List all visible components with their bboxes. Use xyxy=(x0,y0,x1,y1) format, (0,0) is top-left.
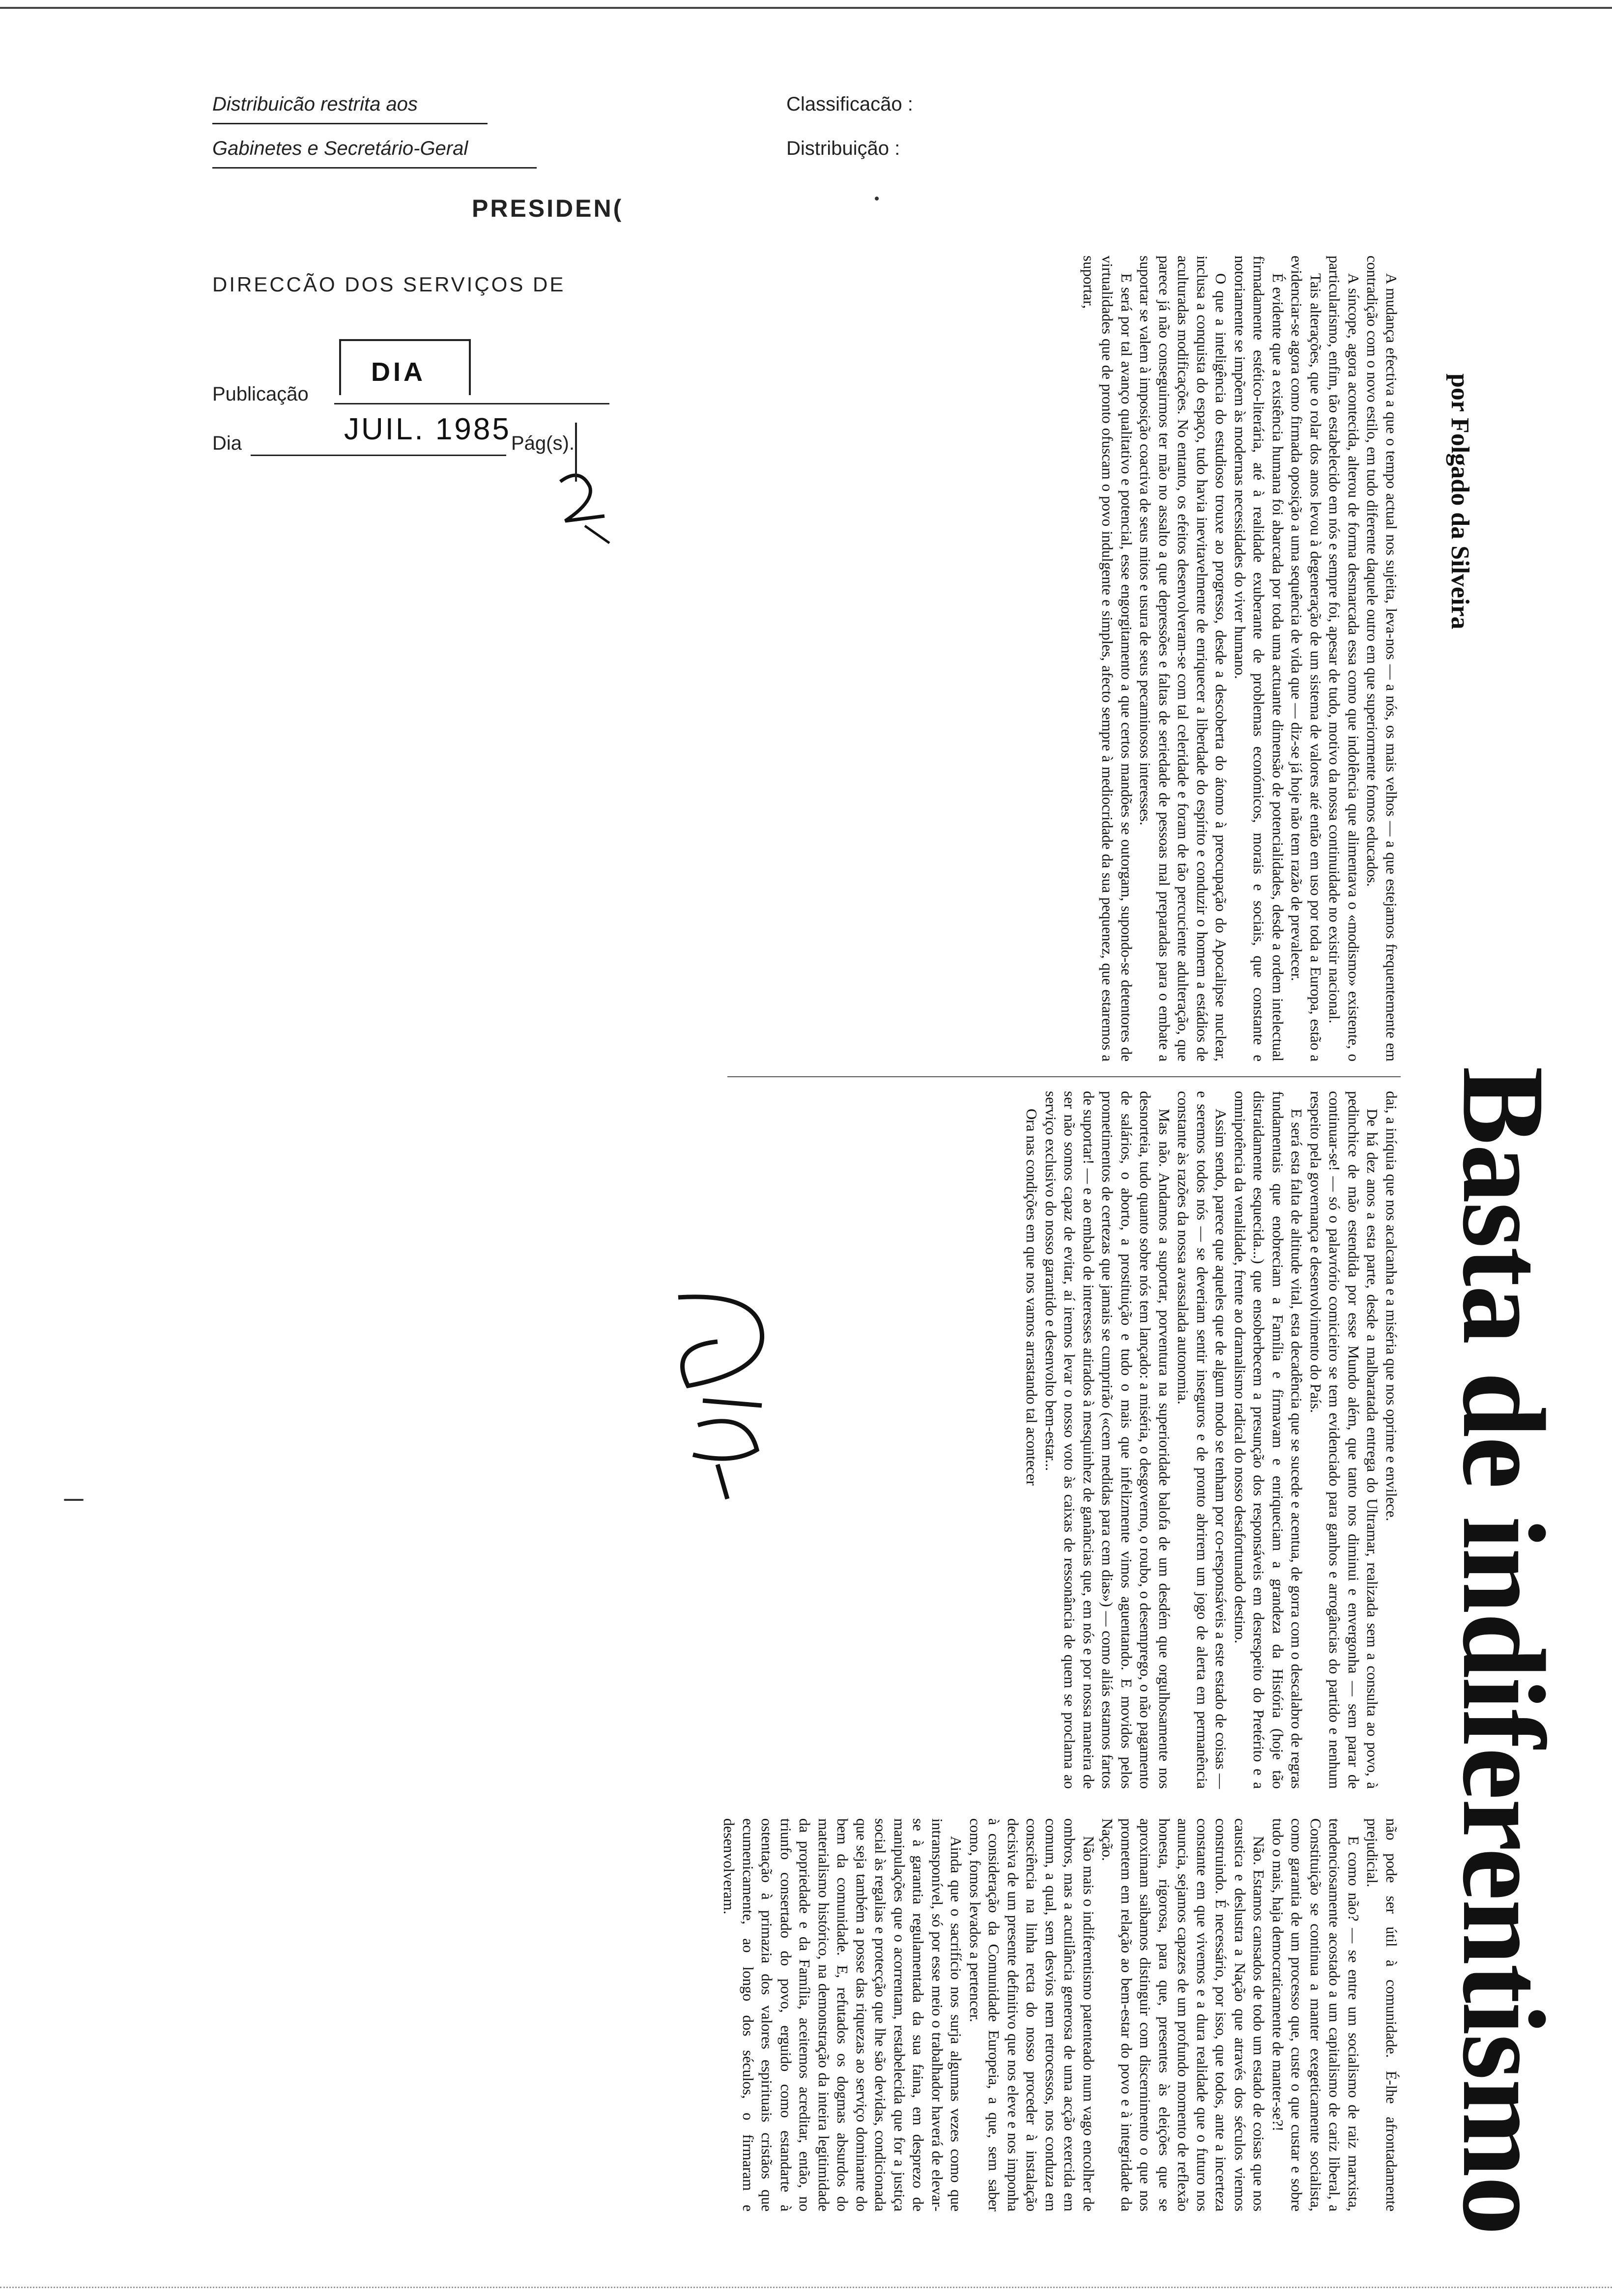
column-divider xyxy=(727,1076,1401,1077)
paragraph: É evidente que a existência humana foi abarcada por toda uma actuante dimensão de potencialidades, desde a ordem intelectual firmadamente estético-literária, até à realidade exuberante de problemas económicos, morais e sociais, que constante e notoriamente se impõem às modernas necessidades do viver humano. xyxy=(1232,256,1287,1062)
distribution-line-1: Distribuicão restrita aos xyxy=(212,93,418,115)
paragraph: Tais alterações, que o rolar dos anos levou à degeneração de um sistema de valores até então em uso por toda a Europa, estão a evidenciar-se agora como firmada oposição a uma sequência de vida que — diz-se já hoje não tem razão de prevalecer. xyxy=(1288,256,1324,1062)
article-column-2 xyxy=(727,1091,1401,1789)
paragraph: Ainda que o sacrifício nos surja algumas vezes como que intransponível, só por esse meio o trabalhador haverá de elevar-se à garantia regulamentada da sua faina, em desprezo de manipulações que o acorrentam, restabelecida que for a justiça social às regalias e protecção que lhe são devidas, condicionada que seja também a posse das riquezas ao serviço dominante do bem da comunidade. E, refutados os dogmas absurdos do materialismo histórico, na demonstração da inteira legitimidade da propriedade e da Família, aceitemos acreditar, então, no triunfo consertado do povo, erguido como estandarte à ostentação à primazia dos valores espirituais cristãos que ecumenicamente, ao longo dos séculos, o firmaram e desenvolveram. xyxy=(720,1818,965,2211)
day-underline xyxy=(251,455,506,456)
publication-label: Publicação xyxy=(212,383,309,405)
day-label: Dia xyxy=(212,432,242,454)
underline-1 xyxy=(212,123,488,124)
classification-label: Classificacão : xyxy=(786,93,913,115)
date-stamp: JUIL. 1985 xyxy=(344,412,511,446)
paragraph: Ora nas condições em que nos vamos arrastando tal acontecer xyxy=(1023,1109,1041,1486)
paragraph: não pode ser útil à comunidade. É-lhe afrontadamente prejudicial. xyxy=(1364,1818,1400,2211)
paragraph: dai, a iníquia que nos acalcanha e a miséria que nos oprime e envilece. xyxy=(1383,1091,1400,1521)
paragraph: A mudança efectiva a que o tempo actual nos sujeita, leva-nos — a nós, os mais velhos — a que estejamos frequentemente em contradição com o novo estilo, em tudo diferente daquele outro em que superiormente fomos educados. xyxy=(1364,256,1400,1062)
scan-speck xyxy=(64,1499,84,1501)
paragraph: O que a inteligência do estudioso trouxe ao progresso, desde a descoberta do átomo à preocupação do Apocalipse nuclear, inclusa a conquista do espaço, tudo havia inevitavelmente de enriquecer a liberdade do espírito e conduzir o homem a estádios de aculturadas modificações. No entanto, os efeitos desenvolveram-se com tal celeridade e foram de tão percuciente adulteração, que parece já não conseguirmos ter mão no assalto a que depressões e faltas de seriedade de pessoas mal preparadas para o embate a suportar se valem à imposição coactiva de seus mitos e usura de seus pecaminosos interesses. xyxy=(1137,256,1230,1062)
top-border-line xyxy=(0,7,1612,9)
scan-speck xyxy=(875,197,879,201)
newspaper-article xyxy=(718,256,1569,2235)
page-label: Pág(s). xyxy=(511,432,575,454)
bottom-scan-edge xyxy=(0,2287,1612,2291)
distribution-label: Distribuição : xyxy=(786,138,900,159)
article-column-1 xyxy=(727,256,1401,1062)
directorate-heading: DIRECCÃO DOS SERVIÇOS DE xyxy=(212,273,566,296)
paragraph: Não. Estamos cansados de todo um estado de coisas que nos caustica e deslustra a Nação que através dos séculos viemos construindo. É necessário, por isso, que todos, ante a incerteza constante em que vivemos e a dura realidade que o futuro nos anuncia, sejamos capazes de um profundo momento de reflexão honesta, rigorosa, para que, presentes às eleições que se aproximam saibamos distinguir com discernimento o que nos prometem em relação ao bem-estar do povo e à integridade da Nação. xyxy=(1099,1818,1268,2211)
paragraph: Mas não. Andamos a suportar, porventura na superioridade balofa de um desdém que orgulhosamente nos desnorteia, tudo quanto sobre nós tem lançado: a miséria, o desgoverno, o roubo, o desemprego, o não pagamento de salários, o aborto, a prostituição e tudo o mais que infelizmente vimos aguentando. E movidos pelos prometimentos de certezas que jamais se cumprirão («cem medidas para cem dias») — como aliás estamos fartos de suportar! — e ao embalo de interesses atirados à mesquinhez de ganâncias que, em nós e por nossa maneira de ser não somos capaz de evitar, aí iremos levar o nosso voto às caixas de ressonância de quem se proclama ao serviço exclusivo do nosso garantido e desenvolto bem-estar... xyxy=(1042,1091,1173,1789)
paragraph: E será por tal avanço qualitativo e potencial, esse engorgitamento a que certos mandões se outorgam, supondo-se detentores de virtualidades que de pronto ofuscam o povo indulgente e simples, afecto sempre à mediocridade da sua pequenez, que estaremos a suportar, xyxy=(1080,256,1135,1062)
paragraph: De há dez anos a esta parte, desde a malbaratada entrega do Ultramar, realizada sem a consulta ao povo, à pedinchice de mão estendida por esse Mundo além, que tanto nos diminui e envergonha — sem parar de continuar-se! — só o palavrório comicieiro se tem evidenciado para ganhos e arrogâncias do partido e nenhum respeito pela governança e desenvolvimento do País. xyxy=(1307,1091,1382,1789)
article-byline: por Folgado da Silveira xyxy=(1446,373,1474,630)
article-column-3 xyxy=(720,1818,1401,2211)
publication-underline xyxy=(334,403,609,404)
margin-rule xyxy=(575,423,577,482)
article-title: Basta de indiferentismo xyxy=(1439,1066,1569,2235)
paragraph: E será esta falta de altitude vital, esta decadência que se sucede e acentua, de gorra com o descalabro de regras fundamentais que enobreciam a Família e firmavam e enriqueciam a grandeza da História (hoje tão distraidamente esquecida...) que ensoberbecem a presunção dos responsáveis em desrespeito do Pretérito e a omnipotência da venalidade, frente ao dramalismo radical do nosso desafortunado destino. xyxy=(1232,1091,1306,1789)
paragraph: Assim sendo, parece que aqueles que de algum modo se tenham por co-responsáveis a este estado de coisas — e seremos todos nós — se deveriam sentir inseguros e de pronto abrirem um jogo de alerta em permanência constante às razões da nossa avassalada autonomia. xyxy=(1175,1091,1230,1789)
publication-stamp-value: DIA xyxy=(371,357,426,387)
handwritten-mark xyxy=(550,467,619,545)
underline-2 xyxy=(212,167,537,169)
distribution-line-2: Gabinetes e Secretário-Geral xyxy=(212,138,468,159)
paragraph: E como não? — se entre um socialismo de raiz marxista, tendenciosamente acostado a um capitalismo de cariz liberal, a Constituição se continua a manter exegeticamente socialista, como garantia de um processo que, custe o que custar e sobre tudo o mais, haja democraticamente de manter-se?! xyxy=(1269,1818,1362,2211)
presidency-heading: PRESIDEN( xyxy=(472,195,624,222)
paragraph: Não mais o indiferentismo patenteado num vago encolher de ombros, mas a acutilância generosa de uma acção exercida em comum, a qual, sem desvios nem retrocessos, nos conduza em consciência na linha recta do nosso proceder à instalação decisiva de um presente definitivo que nos eleve e nos imponha à consideração da Comunidade Europeia, a que, sem saber como, fomos levados a pertencer. xyxy=(967,1818,1097,2211)
paragraph: A síncope, agora acontecida, alterou de forma desmarcada essa como que indolência que alimentava o «modismo» existente, o particularismo, enfim, tão estabelecido em nós e sempre foi, apesar de tudo, motivo da nossa continuidade no existir nacional. xyxy=(1326,256,1362,1062)
